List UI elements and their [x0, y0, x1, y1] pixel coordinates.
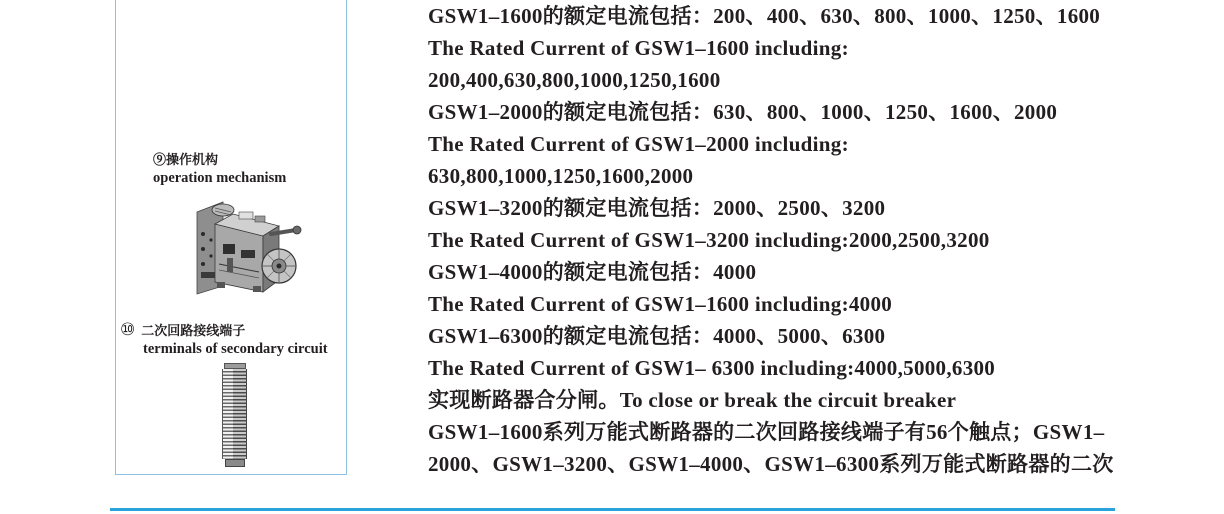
terminal-block-image	[222, 363, 248, 467]
item-number-10: ⑩	[120, 320, 136, 339]
text-line: 630,800,1000,1250,1600,2000	[428, 164, 694, 188]
operation-mechanism-title-cn	[153, 152, 218, 168]
terminal-block-screws	[222, 369, 233, 459]
secondary-terminals-title-cn	[120, 322, 245, 339]
mechanism-wheel	[262, 249, 296, 283]
operation-mechanism-label-en: operation mechanism	[153, 170, 287, 186]
text-line: 实现断路器合分闸。To close or break the circuit breaker	[428, 388, 957, 412]
bottom-divider	[110, 508, 1115, 511]
text-line: The Rated Current of GSW1–2000 including:	[428, 132, 849, 156]
text-line: The Rated Current of GSW1– 6300 including:4000,5000,6300	[428, 356, 996, 380]
text-line: GSW1–3200的额定电流包括：2000、2500、3200	[428, 196, 886, 220]
item-number-9: ⑨	[153, 152, 167, 167]
text-line: 2000、GSW1–3200、GSW1–4000、GSW1–6300系列万能式断路器的二次	[428, 452, 1114, 476]
text-line: The Rated Current of GSW1–1600 including:4000	[428, 292, 893, 316]
operation-mechanism-image	[193, 194, 303, 299]
text-line: GSW1–1600的额定电流包括：200、400、630、800、1000、1250、1600	[428, 4, 1101, 28]
terminal-block-body	[233, 369, 247, 459]
secondary-terminals-label-cn: 二次回路接线端子	[141, 323, 246, 338]
text-line: GSW1–1600系列万能式断路器的二次回路接线端子有56个触点；GSW1–	[428, 420, 1105, 444]
text-line: The Rated Current of GSW1–3200 including:2000,2500,3200	[428, 228, 990, 252]
text-line: 200,400,630,800,1000,1250,1600	[428, 68, 721, 92]
secondary-terminals-label-en: terminals of secondary circuit	[143, 341, 328, 357]
text-line: The Rated Current of GSW1–1600 including:	[428, 36, 849, 60]
text-line: GSW1–2000的额定电流包括：630、800、1000、1250、1600、2000	[428, 100, 1058, 124]
rated-current-text	[428, 0, 1214, 480]
operation-mechanism-label-cn: 操作机构	[166, 152, 219, 167]
text-line: GSW1–4000的额定电流包括：4000	[428, 260, 757, 284]
text-line: GSW1–6300的额定电流包括：4000、5000、6300	[428, 324, 886, 348]
terminal-block-foot	[225, 459, 245, 467]
component-panel	[115, 0, 347, 475]
